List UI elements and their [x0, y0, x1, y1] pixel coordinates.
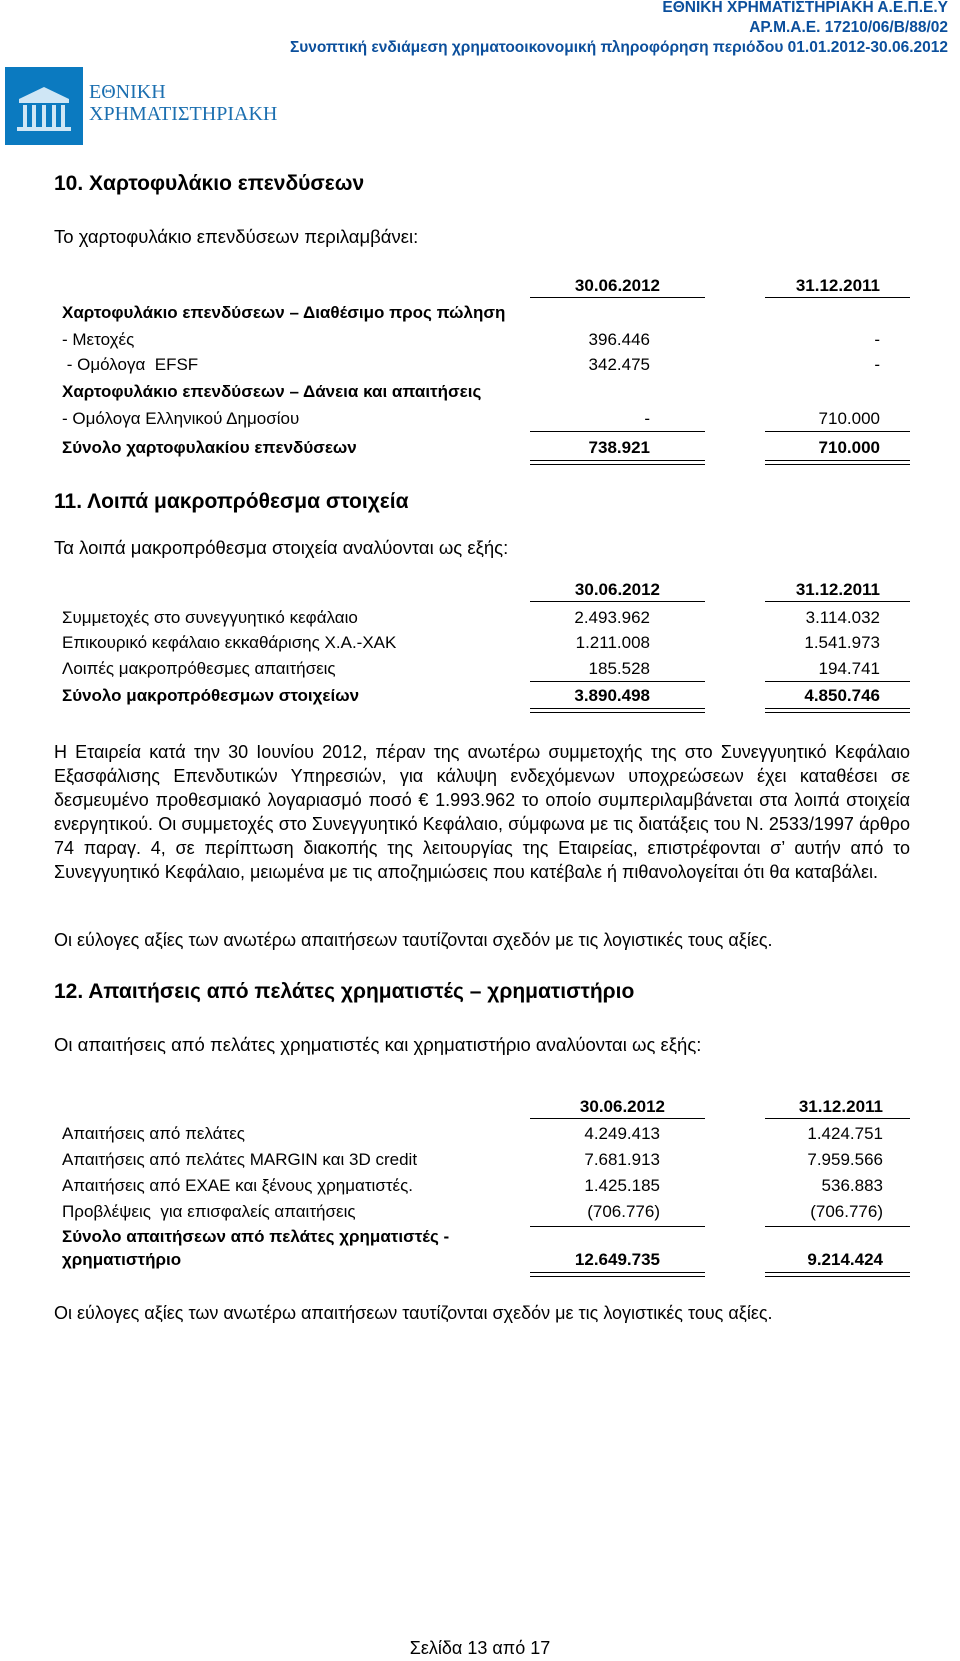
page-number: Σελίδα 13 από 17	[409, 1638, 551, 1658]
logo-line-2: ΧΡΗΜΑΤΙΣΤΗΡΙΑΚΗ	[89, 103, 278, 125]
s12-col2-header-rule	[765, 1118, 910, 1119]
s11-col2-header: 31.12.2011	[795, 580, 880, 599]
section-11-title: 11. Λοιπά μακροπρόθεσμα στοιχεία	[54, 490, 409, 513]
s11-col2-header-rule	[765, 601, 910, 602]
section-12-title: 12. Απαιτήσεις από πελάτες χρηματιστές – χρηματιστήριο	[54, 980, 635, 1003]
s11-total-double-rule-2	[765, 708, 910, 713]
section-11-intro: Τα λοιπά μακροπρόθεσμα στοιχεία αναλύονται ως εξής:	[54, 537, 509, 558]
s12-subtotal-rule-1	[530, 1226, 705, 1227]
section-11-note: Η Εταιρεία κατά την 30 Ιουνίου 2012, πέραν της ανωτέρω συμμετοχής της στο Συνεγγυητικό Κεφάλαιο Εξασφάλισης Επενδυτικών Υπηρεσιών, για κάλυψη ενδεχόμενων υποχρεώσεων έχει καταθέσει σε δεσμευμένο προθεσμιακό λογαριασμό ποσό € 1.993.962 το οποίο συμπεριλαμβάνεται στα λοιπά στοιχεία ενεργητικού. Οι συμμετοχές στο Συνεγγυητικό Κεφάλαιο, σύμφωνα με τις διατάξεις του Ν. 2533/1997 άρθρο 74 παραγ. 4, σε περίπτωση διακοπής της λειτουργίας της Εταιρείας, επιστρέφονται σ’ αυτήν από το Συνεγγυητικό Κεφάλαιο, μειωμένα με τις αποζημιώσεις που κατέβαλε ή πιθανολογείται ότι θα καταβάλει.	[54, 742, 910, 882]
s10-col1-header-rule	[530, 297, 705, 298]
s12-col1-header-rule	[530, 1118, 705, 1119]
s10-total-double-rule-2	[765, 460, 910, 465]
document-header	[290, 0, 948, 58]
s12-subtotal-rule-2	[765, 1226, 910, 1227]
logo-line-1: ΕΘΝΙΚΗ	[89, 81, 166, 103]
logo-wordmark	[89, 81, 277, 125]
s10-col1-header: 30.06.2012	[574, 276, 660, 295]
s10-subtotal-rule-1	[530, 431, 705, 432]
logo-building-icon	[5, 67, 83, 145]
s11-subtotal-rule-2	[765, 681, 910, 682]
section-12-fair-value-note: Οι εύλογες αξίες των ανωτέρω απαιτήσεων ταυτίζονται σχεδόν με τις λογιστικές τους αξίες.	[54, 1303, 773, 1323]
s12-total-double-rule-2	[765, 1272, 910, 1277]
s11-col1-header-rule	[530, 601, 705, 602]
s12-col2-header: 31.12.2011	[798, 1097, 883, 1116]
header-report-title: Συνοπτική ενδιάμεση χρηματοοικονομική πληροφόρηση περιόδου 01.01.2012-30.06.2012	[289, 39, 948, 56]
header-registry: ΑΡ.Μ.Α.Ε. 17210/06/Β/88/02	[749, 19, 948, 36]
section-12-intro: Οι απαιτήσεις από πελάτες χρηματιστές και χρηματιστήριο αναλύονται ως εξής:	[54, 1034, 702, 1055]
s10-col2-header-rule	[765, 297, 910, 298]
s10-total-double-rule-1	[530, 460, 705, 465]
s12-total-double-rule-1	[530, 1272, 705, 1277]
s12-col1-header: 30.06.2012	[579, 1097, 665, 1116]
section-11-fair-value-note: Οι εύλογες αξίες των ανωτέρω απαιτήσεων ταυτίζονται σχεδόν με τις λογιστικές τους αξίες.	[54, 930, 773, 950]
s11-col1-header: 30.06.2012	[574, 580, 660, 599]
section-10-intro: Το χαρτοφυλάκιο επενδύσεων περιλαμβάνει:	[54, 226, 419, 247]
s11-subtotal-rule-1	[530, 681, 705, 682]
header-company: ΕΘΝΙΚΗ ΧΡΗΜΑΤΙΣΤΗΡΙΑΚΗ Α.Ε.Π.Ε.Υ	[662, 0, 948, 16]
s10-col2-header: 31.12.2011	[795, 276, 880, 295]
s11-total-double-rule-1	[530, 708, 705, 713]
s10-subtotal-rule-2	[765, 431, 910, 432]
section-10-title: 10. Χαρτοφυλάκιο επενδύσεων	[54, 172, 365, 195]
